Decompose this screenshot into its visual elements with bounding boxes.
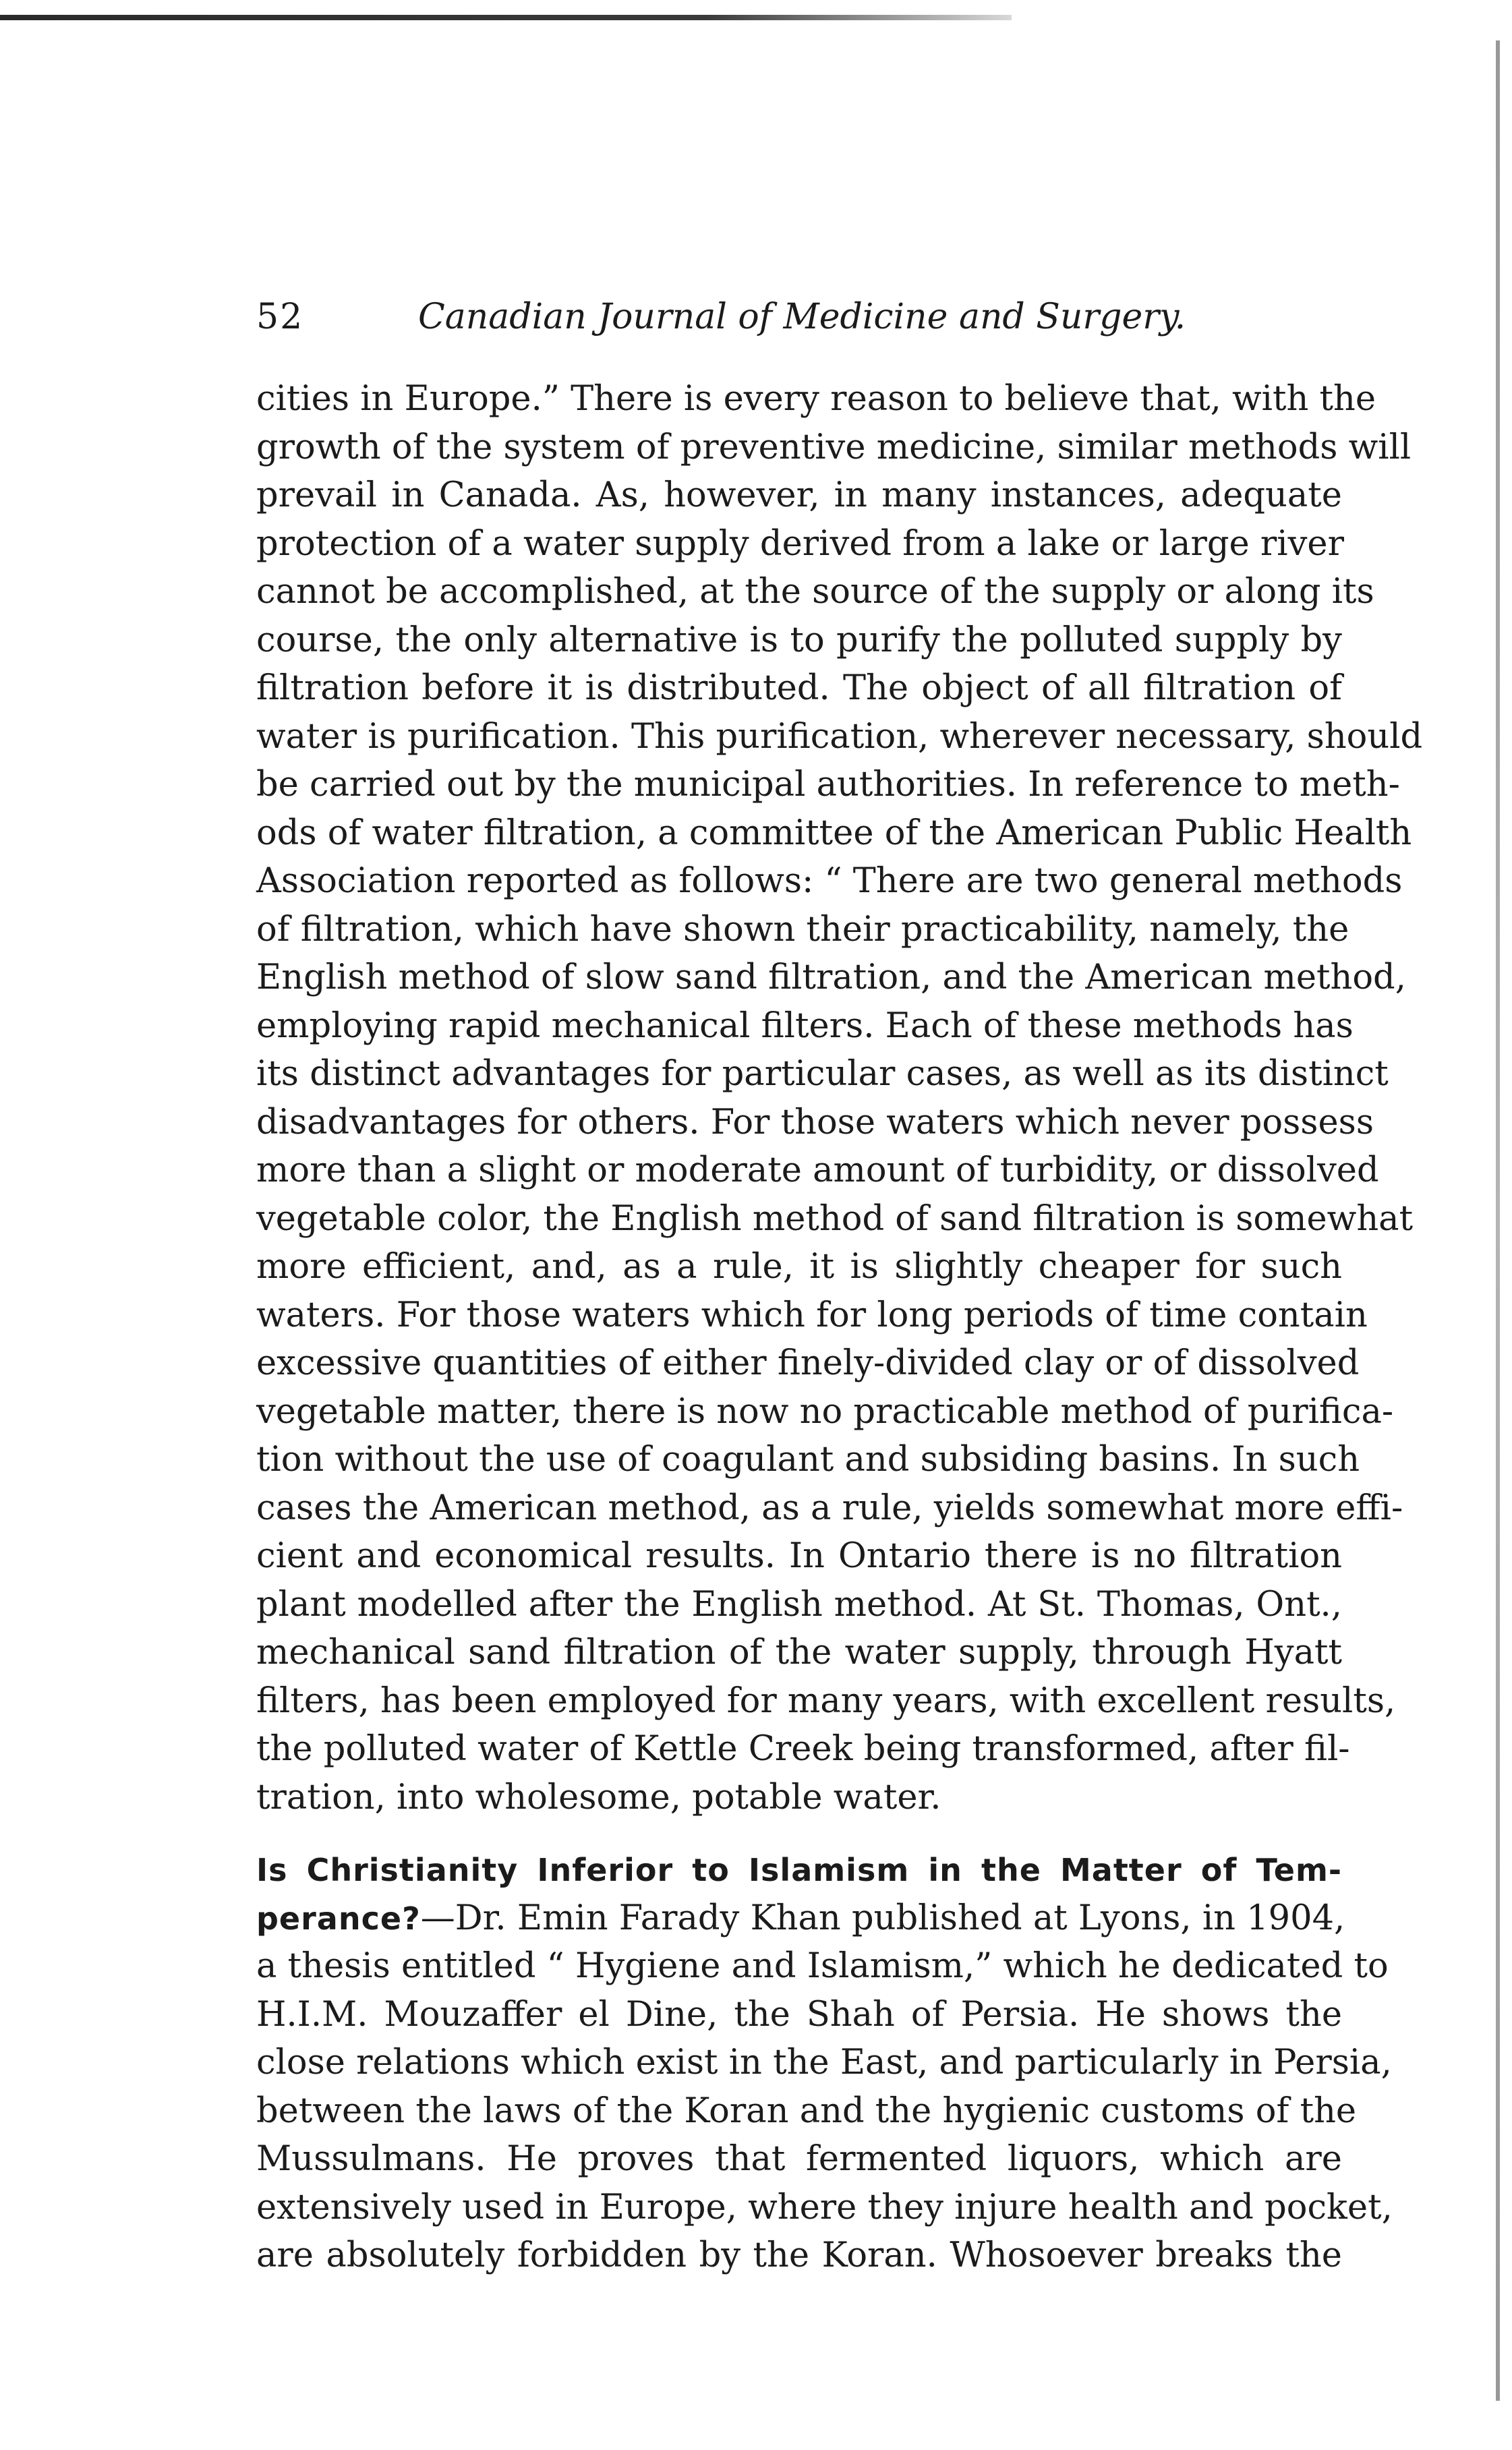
text-line: more efficient, and, as a rule, it is slightly cheaper for such (256, 1247, 1342, 1287)
first-line-text: —Dr. Emin Farady Khan published at Lyons, in 1904, (420, 1898, 1345, 1938)
page-edge-shadow (1496, 40, 1500, 2401)
running-head (256, 297, 1342, 344)
journal-title: Canadian Journal of Medicine and Surgery. (418, 297, 1186, 337)
text-line: water is purification. This purification, wherever necessary, should (256, 716, 1423, 757)
text-line: plant modelled after the English method. At St. Thomas, Ont., (256, 1584, 1342, 1625)
text-line: of filtration, which have shown their practicability, namely, the (256, 909, 1349, 950)
text-line: vegetable color, the English method of sand filtration is somewhat (256, 1198, 1414, 1239)
text-line: Mussulmans. He proves that fermented liquors, which are (256, 2139, 1342, 2179)
article-headline-end: perance? (256, 1900, 421, 1937)
text-line: Association reported as follows: “ There are two general methods (256, 861, 1403, 901)
text-line: English method of slow sand filtration, and the American method, (256, 958, 1406, 997)
text-line: protection of a water supply derived from a lake or large river (256, 523, 1344, 564)
headline-line (256, 1846, 1342, 1894)
page-number: 52 (256, 297, 304, 337)
text-line: filtration before it is distributed. The object of all filtration of (256, 668, 1342, 708)
text-line: course, the only alternative is to purify the polluted supply by (256, 620, 1342, 660)
text-line: disadvantages for others. For those waters which never possess (256, 1102, 1374, 1142)
text-line: more than a slight or moderate amount of turbidity, or dissolved (256, 1150, 1379, 1190)
paragraph-temperance (256, 1846, 1393, 2280)
text-line: its distinct advantages for particular cases, as well as its distinct (256, 1054, 1389, 1094)
page-content (256, 297, 1423, 2280)
paragraph-filtration (256, 375, 1423, 1821)
text-line: employing rapid mechanical filters. Each of these methods has (256, 1005, 1354, 1046)
text-line: extensively used in Europe, where they injure health and pocket, (256, 2187, 1393, 2227)
text-line: tration, into wholesome, potable water. (256, 1777, 941, 1817)
text-line (256, 1894, 1345, 1943)
text-line: cases the American method, as a rule, yields somewhat more effi- (256, 1488, 1403, 1528)
text-line: cannot be accomplished, at the source of the supply or along its (256, 572, 1374, 612)
text-line: mechanical sand filtration of the water supply, through Hyatt (256, 1633, 1342, 1672)
article-headline: Is Christianity Inferior to Islamism in the Matter of Tem- (256, 1852, 1342, 1888)
text-line: H.I.M. Mouzaffer el Dine, the Shah of Persia. He shows the (256, 1994, 1342, 2035)
text-line: tion without the use of coagulant and subsiding basins. In such (256, 1440, 1360, 1480)
text-line: cient and economical results. In Ontario there is no filtration (256, 1536, 1342, 1576)
text-line: cities in Europe.” There is every reason to believe that, with the (256, 379, 1376, 419)
text-line: are absolutely forbidden by the Koran. Whosoever breaks the (256, 2236, 1342, 2275)
text-line: a thesis entitled “ Hygiene and Islamism,” which he dedicated to (256, 1946, 1389, 1986)
text-line: waters. For those waters which for long periods of time contain (256, 1295, 1368, 1335)
text-line: filters, has been employed for many years, with excellent results, (256, 1681, 1396, 1721)
text-line: between the laws of the Koran and the hygienic customs of the (256, 2091, 1357, 2131)
top-scan-rule (0, 15, 1012, 20)
text-line: close relations which exist in the East, and particularly in Persia, (256, 2043, 1392, 2082)
text-line: excessive quantities of either finely-divided clay or of dissolved (256, 1343, 1360, 1383)
text-line: vegetable matter, there is now no practicable method of purifica- (256, 1391, 1394, 1432)
text-line: ods of water filtration, a committee of the American Public Health (256, 813, 1412, 853)
text-line: the polluted water of Kettle Creek being transformed, after fil- (256, 1729, 1350, 1769)
text-line: be carried out by the municipal authorities. In reference to meth- (256, 765, 1400, 805)
text-line: prevail in Canada. As, however, in many instances, adequate (256, 475, 1342, 515)
text-line: growth of the system of preventive medicine, similar methods will (256, 427, 1412, 467)
